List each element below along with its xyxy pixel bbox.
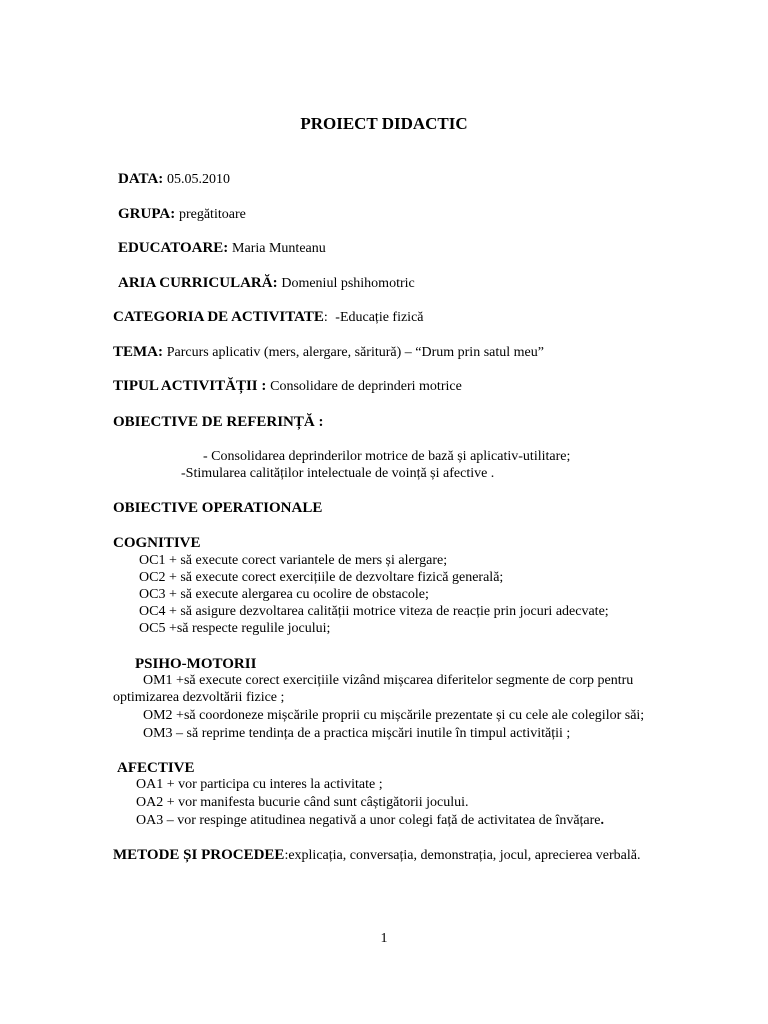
field-educatoare	[118, 240, 326, 257]
field-educatoare-value: Maria Munteanu	[232, 241, 326, 256]
field-metode-value: :explicația, conversația, demonstrația, jocul, aprecierea verbală.	[284, 848, 641, 863]
field-tipul-label: TIPUL ACTIVITĂȚII :	[113, 378, 267, 394]
list-item: OC3 + să execute alergarea cu ocolire de obstacole;	[139, 587, 429, 602]
list-item: OA1 + vor participa cu interes la activitate ;	[136, 777, 383, 792]
field-data-value: 05.05.2010	[167, 172, 231, 187]
list-item: OM1 +să execute corect exercițiile vizând mișcarea diferitelor segmente de corp pentru	[143, 673, 634, 688]
field-aria	[118, 275, 415, 292]
subheading-afective: AFECTIVE	[117, 760, 195, 776]
subheading-psiho-motorii: PSIHO-MOTORII	[135, 656, 257, 672]
field-educatoare-label: EDUCATOARE:	[118, 240, 229, 256]
field-categoria	[113, 309, 424, 326]
subheading-cognitive: COGNITIVE	[113, 535, 201, 551]
section-heading-operationale: OBIECTIVE OPERATIONALE	[113, 500, 323, 516]
field-categoria-sep: :	[323, 310, 328, 325]
field-grupa-label: GRUPA:	[118, 206, 176, 222]
list-item: OC2 + să execute corect exercițiile de dezvoltare fizică generală;	[139, 570, 504, 585]
field-categoria-value: -Educație fizică	[335, 310, 424, 325]
page-number: 1	[380, 931, 388, 946]
field-data-label: DATA:	[118, 171, 164, 187]
field-grupa-value: pregătitoare	[178, 207, 246, 222]
field-tema-value: Parcurs aplicativ (mers, alergare, săritură) – “Drum prin satul meu”	[166, 345, 544, 360]
field-data	[118, 171, 230, 188]
list-item: -Stimularea calităților intelectuale de voință și afective .	[181, 466, 495, 481]
list-item-period: .	[600, 813, 605, 828]
list-item	[136, 813, 604, 829]
field-tipul	[113, 378, 462, 395]
list-item-text: OA3 – vor respinge atitudinea negativă a unor colegi față de activitatea de învățare	[136, 813, 601, 828]
field-metode	[113, 847, 640, 864]
list-item: - Consolidarea deprinderilor motrice de bază și aplicativ-utilitare;	[203, 449, 571, 464]
field-tema	[113, 344, 544, 361]
field-tipul-value: Consolidare de deprinderi motrice	[270, 379, 462, 394]
list-item: optimizarea dezvoltării fizice ;	[113, 690, 285, 705]
list-item: OC1 + să execute corect variantele de mers și alergare;	[139, 553, 448, 568]
field-categoria-label: CATEGORIA DE ACTIVITATE	[113, 309, 324, 325]
list-item: OC5 +să respecte regulile jocului;	[139, 621, 331, 636]
list-item: OM2 +să coordoneze mișcările proprii cu mișcările prezentate și cu cele ale colegilor săi;	[143, 708, 645, 723]
list-item: OA2 + vor manifesta bucurie când sunt câștigătorii jocului.	[136, 795, 469, 810]
field-metode-label: METODE ȘI PROCEDEE	[113, 847, 285, 863]
list-item: OM3 – să reprime tendința de a practica mișcări inutile în timpul activității ;	[143, 726, 571, 741]
field-aria-value: Domeniul pshihomotric	[281, 276, 415, 291]
field-aria-label: ARIA CURRICULARĂ:	[118, 275, 278, 291]
page-title: PROIECT DIDACTIC	[300, 114, 468, 133]
field-grupa	[118, 206, 246, 223]
list-item: OC4 + să asigure dezvoltarea calității motrice viteza de reacție prin jocuri adecvate;	[139, 604, 609, 619]
field-tema-label: TEMA:	[113, 344, 163, 360]
section-heading-referinta: OBIECTIVE DE REFERINȚĂ :	[113, 414, 324, 430]
